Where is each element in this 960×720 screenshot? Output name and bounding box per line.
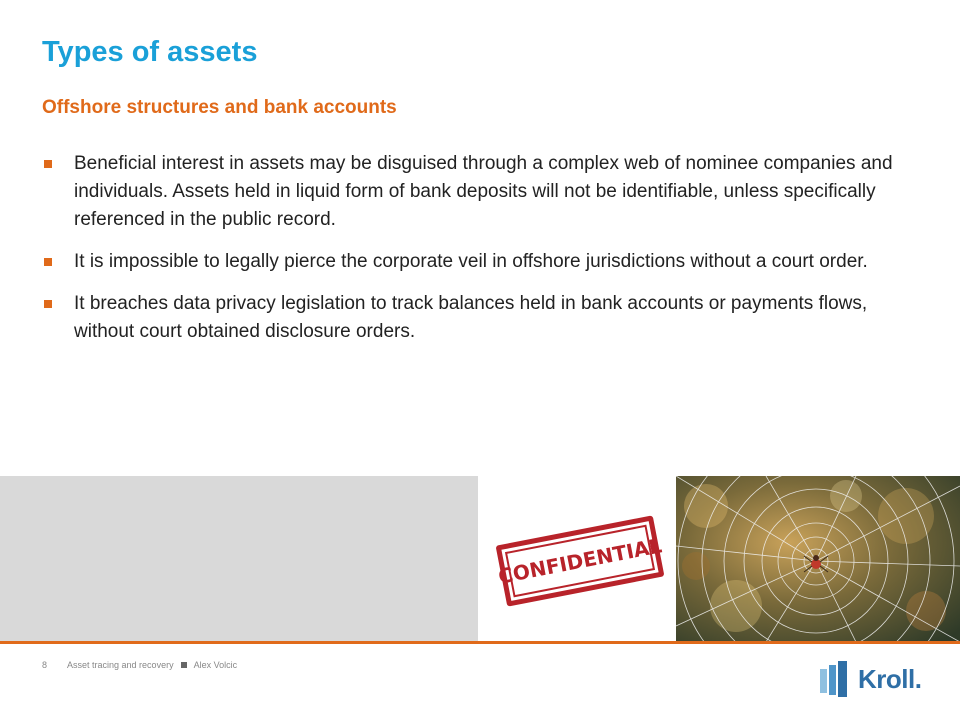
stamp-icon: [496, 515, 665, 606]
slide-subtitle: Offshore structures and bank accounts: [42, 97, 397, 118]
grey-panel: [0, 476, 478, 642]
confidential-stamp-image: [478, 476, 676, 642]
page-number: 8: [42, 660, 48, 670]
logo-wordmark: Kroll: [858, 663, 915, 694]
bullet-text: It is impossible to legally pierce the corporate veil in offshore jurisdictions without a court order.: [74, 251, 868, 272]
logo-dot: .: [914, 663, 922, 694]
bullet-list: [42, 150, 902, 360]
bullet-item: [42, 150, 902, 234]
square-bullet-icon: [44, 258, 52, 266]
author-name: Alex Volcic: [193, 660, 238, 670]
presentation-title: Asset tracing and recovery: [67, 660, 174, 670]
bullet-item: [42, 248, 902, 276]
spider-web-icon: [676, 476, 960, 642]
separator-square-icon: [181, 662, 187, 668]
footer: [42, 660, 237, 670]
bullet-text: Beneficial interest in assets may be disguised through a complex web of nominee companies and individuals. Assets held in liquid form of bank deposits will not be identifiable, unless specifically referenced in the public record.: [74, 153, 893, 230]
kroll-logo-mark-icon: [820, 661, 852, 697]
footer-rule: [0, 641, 960, 644]
spider-web-image: [676, 476, 960, 642]
square-bullet-icon: [44, 300, 52, 308]
slide-title: Types of assets: [42, 36, 258, 68]
square-bullet-icon: [44, 160, 52, 168]
kroll-logo: [820, 660, 930, 698]
image-band: [0, 476, 960, 642]
stamp-text: CONFIDENTIAL: [496, 533, 664, 589]
bullet-text: It breaches data privacy legislation to track balances held in bank accounts or payments flows, without court obtained disclosure orders.: [74, 293, 868, 342]
bullet-item: [42, 290, 902, 346]
